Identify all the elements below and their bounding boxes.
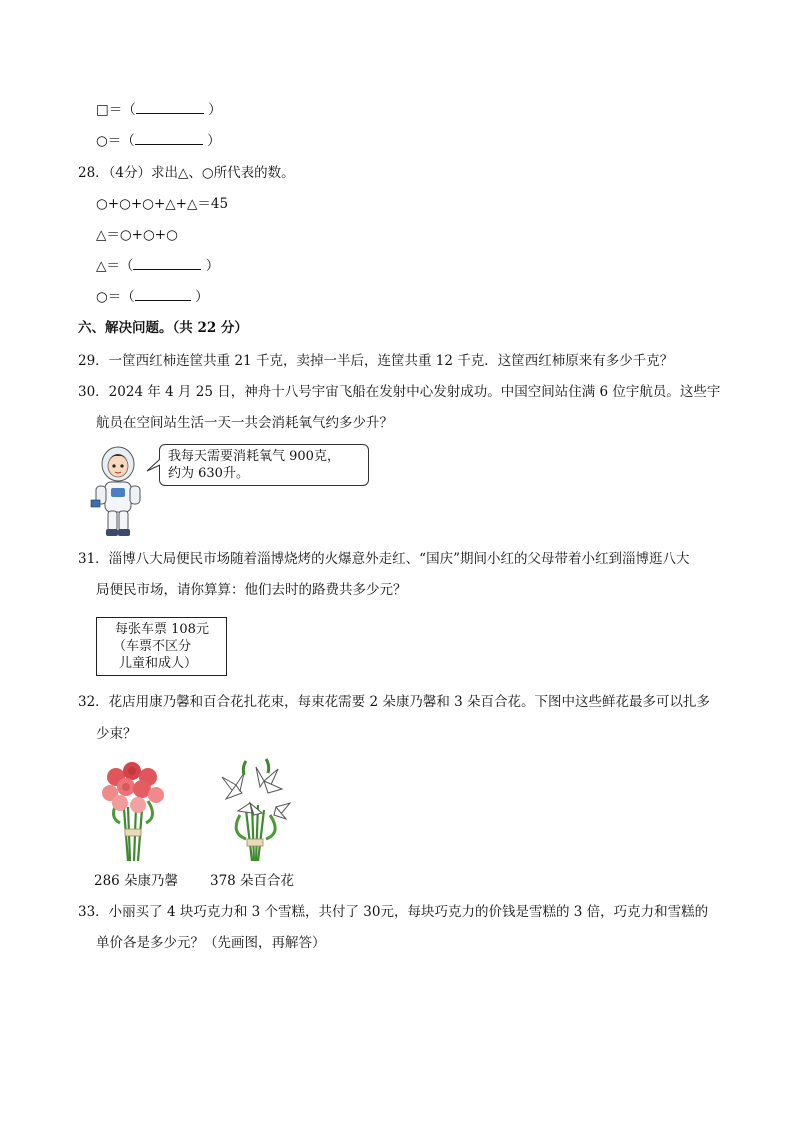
q32-line-2: 少束？ (96, 726, 137, 742)
q27-circle-label: ○＝（ (96, 133, 135, 149)
q28-circle-close: ） (195, 289, 209, 305)
q30-speech-bubble (159, 444, 369, 486)
astronaut-illustration (88, 444, 148, 540)
q33-line-2: 单价各是多少元？（先画图，再解答） (96, 935, 326, 951)
q28-circle-answer (96, 288, 209, 306)
lily-bouquet-image (216, 755, 296, 865)
q28-circle-label: ○＝（ (96, 289, 135, 305)
q28-triangle-answer (96, 257, 219, 275)
q28-circle-blank[interactable] (135, 288, 191, 301)
q27-square-blank[interactable] (136, 101, 204, 114)
q27-square-answer (96, 101, 222, 119)
ticket-box-line-2: （车票不区分 (113, 639, 192, 654)
q27-square-close: ） (208, 102, 222, 118)
ticket-box-line-3: 儿童和成人） (119, 656, 198, 671)
ticket-box-line-1: 每张车票 108元 (115, 622, 209, 637)
speech-bubble-tail (146, 458, 162, 474)
carnation-bouquet-image (98, 757, 168, 865)
q30-line-2: 航员在空间站生活一天一共会消耗氧气约多少升？ (96, 415, 393, 431)
q30-bubble-line-1: 我每天需要消耗氧气 900克， (168, 449, 340, 464)
q28-title: 28．（4分）求出△、○所代表的数。 (78, 165, 295, 181)
q32-line-1: 32．花店用康乃馨和百合花扎花束，每束花需要 2 朵康乃馨和 3 朵百合花。下图中这些鲜花最多可以扎多 (78, 694, 711, 710)
q33-line-1: 33．小丽买了 4 块巧克力和 3 个雪糕，共付了 30元，每块巧克力的价钱是雪糕的 3 倍，巧克力和雪糕的 (78, 904, 709, 920)
q31-line-1: 31．淄博八大局便民市场随着淄博烧烤的火爆意外走红、“国庆”期间小红的父母带着小红到淄博逛八大 (78, 551, 690, 567)
q31-line-2: 局便民市场，请你算算：他们去时的路费共多少元？ (96, 582, 407, 598)
lily-count-caption: 378 朵百合花 (210, 873, 295, 889)
section-6-heading: 六、解决问题。（共 22 分） (78, 320, 248, 336)
q28-equation-2: △＝○+○+○ (96, 227, 178, 243)
q27-circle-close: ） (207, 133, 221, 149)
q28-triangle-close: ） (205, 258, 220, 274)
carnation-count-caption: 286 朵康乃馨 (94, 873, 179, 889)
q30-bubble-line-2: 约为 630升。 (168, 466, 249, 481)
q30-line-1: 30．2024 年 4 月 25 日，神舟十八号宇宙飞船在发射中心发射成功。中国空间站住满 6 位宇航员。这些宇 (78, 384, 721, 400)
q28-equation-1: ○+○+○+△+△＝45 (96, 196, 229, 212)
q28-triangle-label: △＝（ (96, 258, 134, 274)
q27-circle-blank[interactable] (135, 132, 203, 145)
q29-text: 29．一筐西红柿连筐共重 21 千克，卖掉一半后，连筐共重 12 千克．这筐西红柿原来有多少千克？ (78, 353, 674, 369)
q27-circle-answer (96, 132, 221, 150)
q27-square-label: □＝（ (96, 102, 136, 118)
ticket-price-box (96, 617, 227, 676)
q28-triangle-blank[interactable] (133, 257, 201, 270)
